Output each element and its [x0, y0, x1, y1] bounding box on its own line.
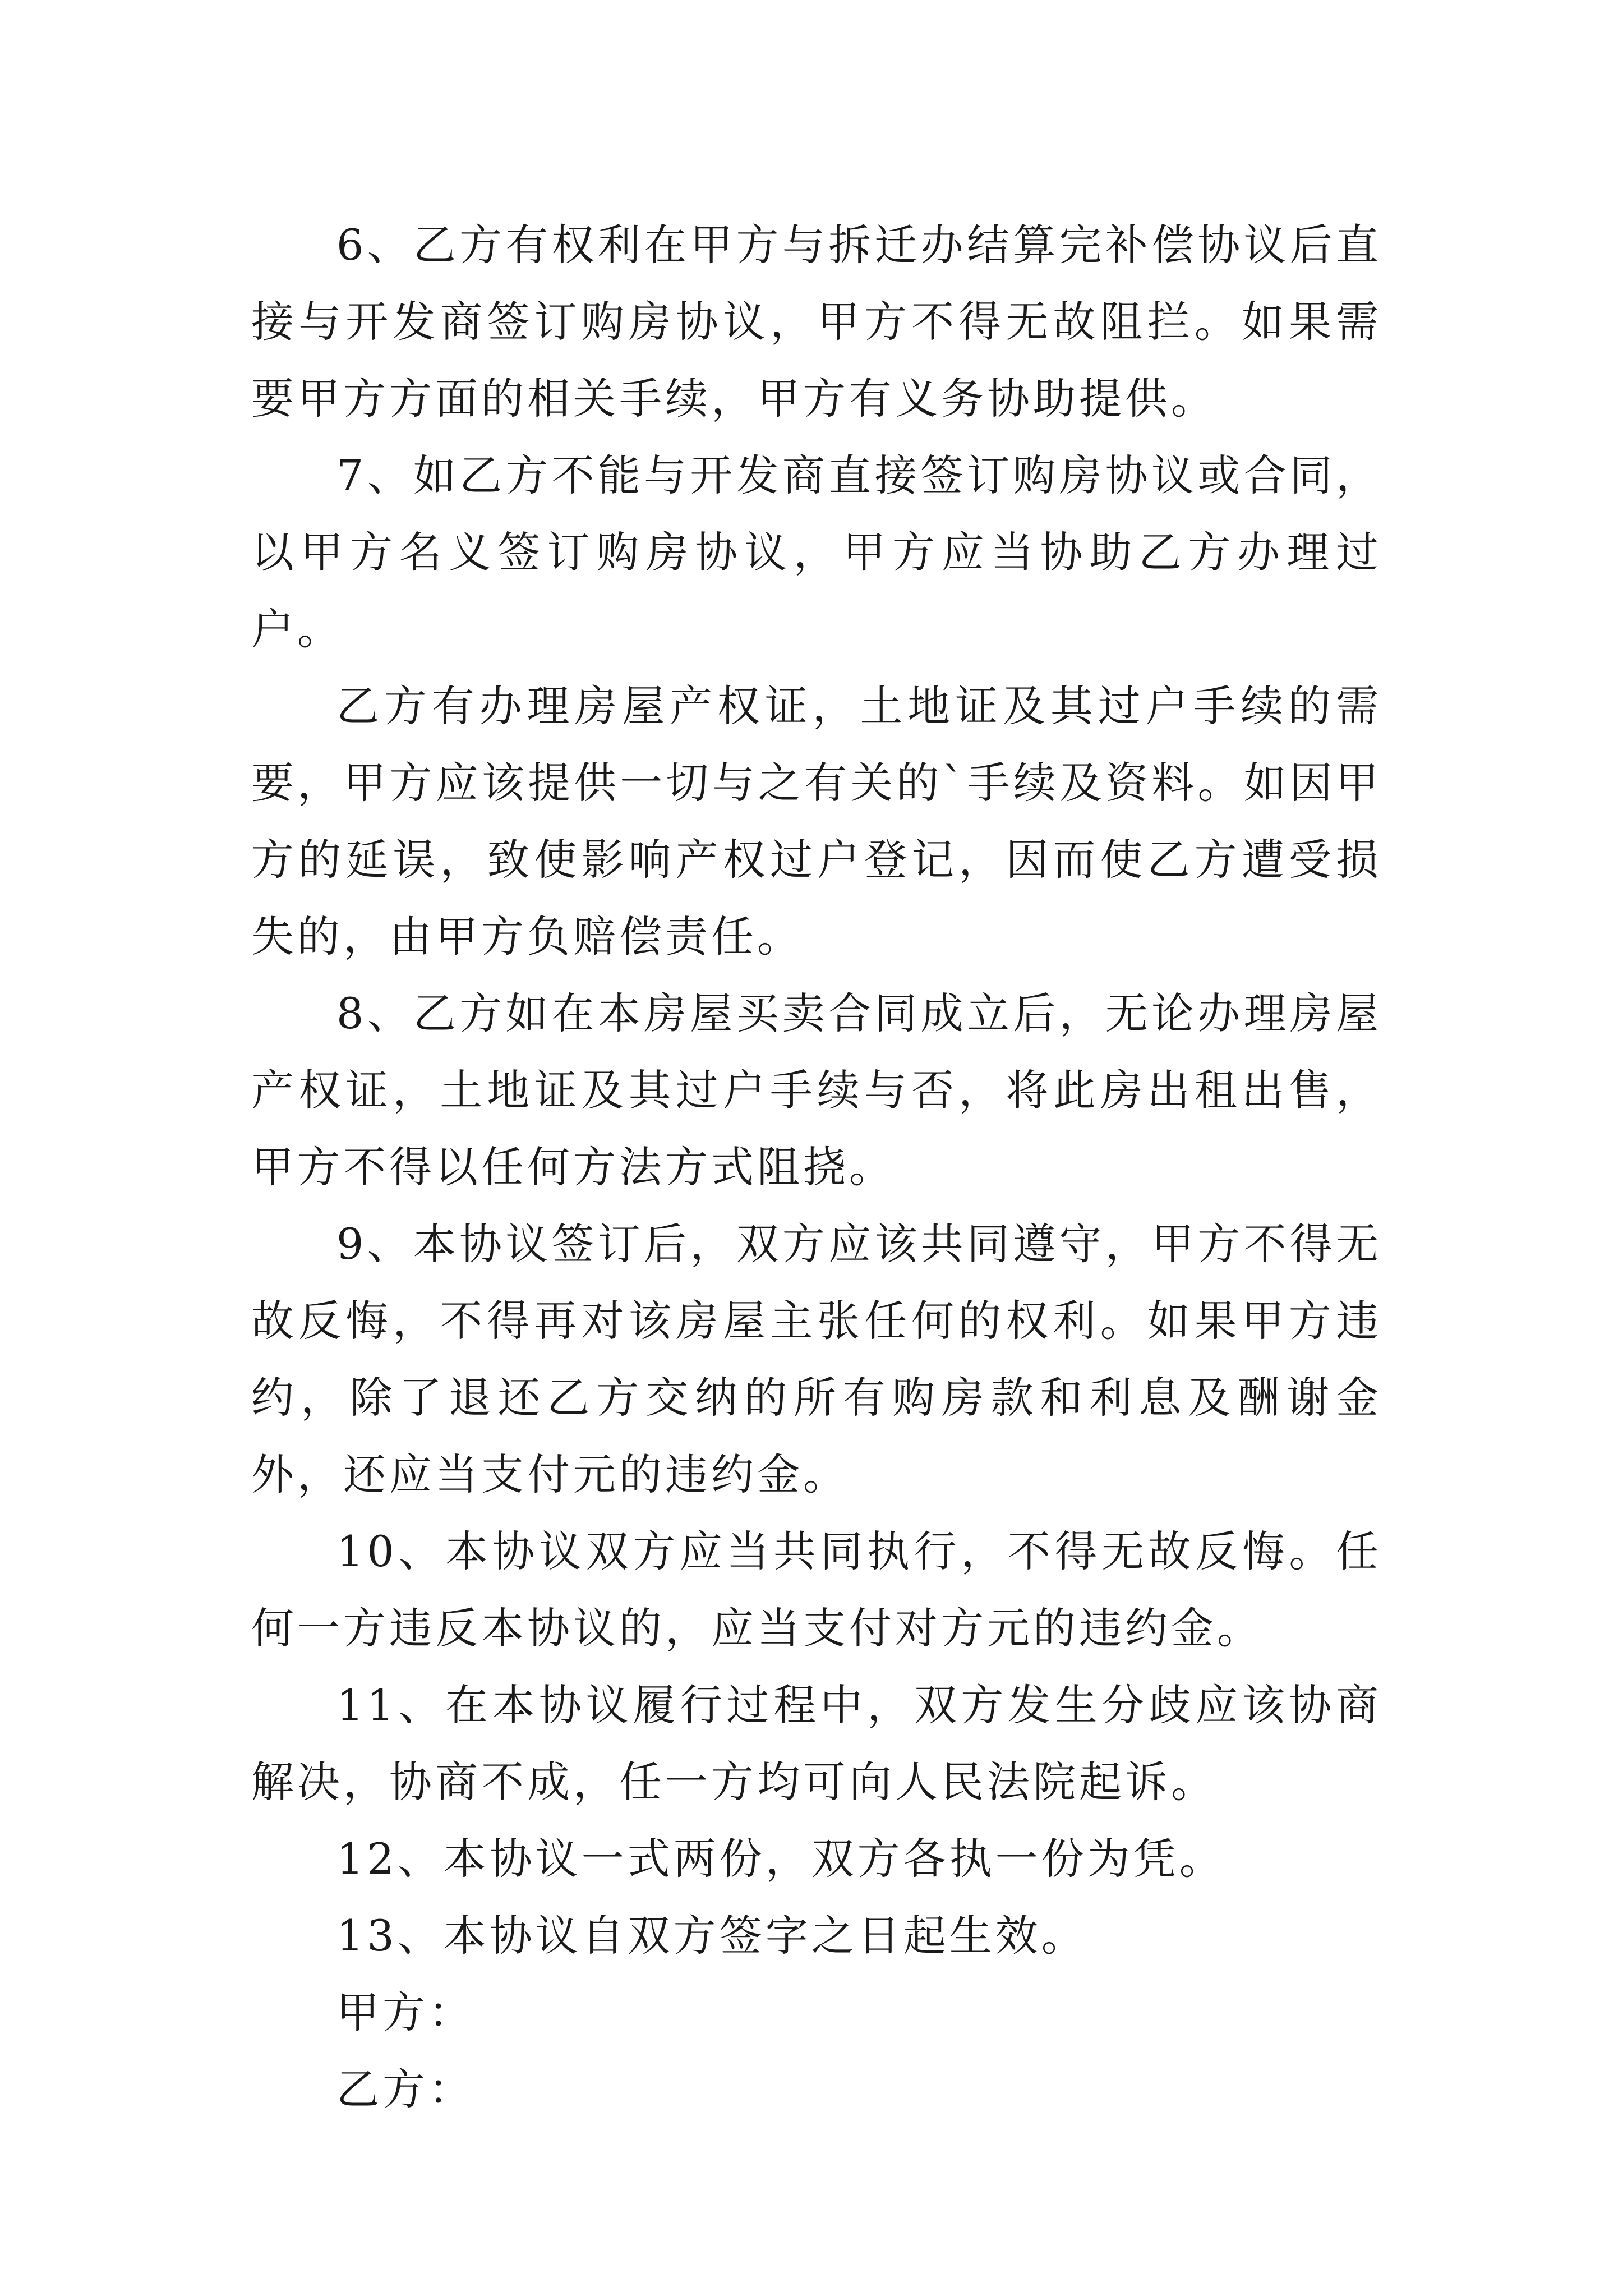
clause-11: 11、在本协议履行过程中，双方发生分歧应该协商解决，协商不成，任一方均可向人民法院起诉。	[251, 1680, 1382, 1807]
clause-6: 6、乙方有权利在甲方与拆迁办结算完补偿协议后直接与开发商签订购房协议，甲方不得无故阻拦。如果需要甲方方面的相关手续，甲方有义务协助提供。	[251, 220, 1382, 424]
clause-12: 12、本协议一式两份，双方各执一份为凭。	[336, 1834, 1225, 1884]
clause-7-supplement: 乙方有办理房屋产权证，土地证及其过户手续的需要，甲方应该提供一切与之有关的`手续及资料。如因甲方的延误，致使影响产权过户登记，因而使乙方遭受损失的，由甲方负赔偿责任。	[251, 681, 1382, 961]
clause-13: 13、本协议自双方签字之日起生效。	[336, 1911, 1087, 1961]
clause-8: 8、乙方如在本房屋买卖合同成立后，无论办理房屋产权证，土地证及其过户手续与否，将此房出租出售，甲方不得以任何方法方式阻挠。	[251, 988, 1382, 1192]
document-body	[251, 206, 1382, 2128]
clause-10: 10、本协议双方应当共同执行，不得无故反悔。任何一方违反本协议的，应当支付对方元的违约金。	[251, 1526, 1382, 1653]
clause-7: 7、如乙方不能与开发商直接签订购房协议或合同，以甲方名义签订购房协议，甲方应当协助乙方办理过户。	[251, 450, 1382, 654]
party-a-signature-label: 甲方：	[336, 1987, 474, 2037]
party-b-signature-label: 乙方：	[336, 2064, 474, 2114]
clause-9: 9、本协议签订后，双方应该共同遵守，甲方不得无故反悔，不得再对该房屋主张任何的权利。如果甲方违约，除了退还乙方交纳的所有购房款和利息及酬谢金外，还应当支付元的违约金。	[251, 1219, 1382, 1499]
